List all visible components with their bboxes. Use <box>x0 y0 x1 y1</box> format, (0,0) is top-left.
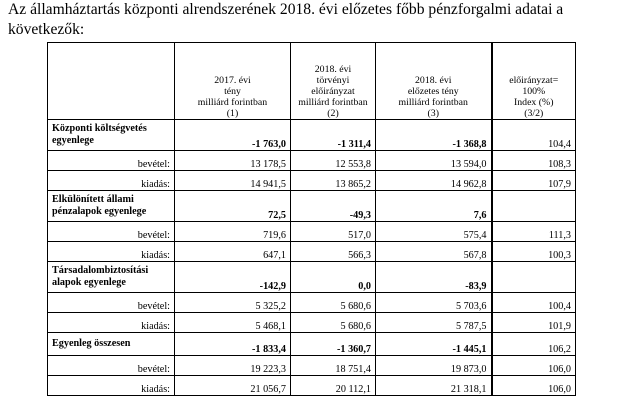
section-value-cell: -83,9 <box>376 262 492 293</box>
section-row <box>48 191 576 222</box>
section-value-cell: -1 833,4 <box>175 333 291 356</box>
row-label: kiadás: <box>48 376 175 396</box>
header-row <box>48 43 576 120</box>
section-label: Egyenleg összesen <box>48 333 175 356</box>
value-cell: 21 056,7 <box>175 376 291 396</box>
row-label: kiadás: <box>48 242 175 262</box>
section-row <box>48 262 576 293</box>
table-row <box>48 151 576 171</box>
row-label: bevétel: <box>48 293 175 313</box>
table-row <box>48 313 576 333</box>
value-cell: 100,3 <box>492 242 576 262</box>
value-cell: 106,0 <box>492 356 576 376</box>
row-label: bevétel: <box>48 222 175 242</box>
section-value-cell: -1 311,4 <box>291 120 376 151</box>
table-row <box>48 293 576 313</box>
section-value-cell <box>492 191 576 222</box>
value-cell: 566,3 <box>291 242 376 262</box>
section-value-cell: -1 763,0 <box>175 120 291 151</box>
value-cell: 13 865,2 <box>291 171 376 191</box>
section-row <box>48 120 576 151</box>
value-cell: 5 787,5 <box>376 313 492 333</box>
value-cell: 14 962,8 <box>376 171 492 191</box>
value-cell: 111,3 <box>492 222 576 242</box>
value-cell: 567,8 <box>376 242 492 262</box>
header-cell: előirányzat= 100% Index (%) (3/2) <box>492 43 576 120</box>
value-cell: 12 553,8 <box>291 151 376 171</box>
value-cell: 21 318,1 <box>376 376 492 396</box>
value-cell: 18 751,4 <box>291 356 376 376</box>
section-value-cell: 7,6 <box>376 191 492 222</box>
section-label: Elkülönített állami pénzalapok egyenlege <box>48 191 175 222</box>
value-cell: 13 178,5 <box>175 151 291 171</box>
section-value-cell: -1 360,7 <box>291 333 376 356</box>
financial-table <box>47 42 576 396</box>
value-cell: 108,3 <box>492 151 576 171</box>
value-cell: 5 325,2 <box>175 293 291 313</box>
header-cell: 2018. évi törvényi előirányzat milliárd forintban (2) <box>291 43 376 120</box>
header-cell: 2018. évi előzetes tény milliárd forintban (3) <box>376 43 492 120</box>
section-value-cell: -49,3 <box>291 191 376 222</box>
row-label: bevétel: <box>48 356 175 376</box>
value-cell: 20 112,1 <box>291 376 376 396</box>
value-cell: 647,1 <box>175 242 291 262</box>
header-cell: 2017. évi tény milliárd forintban (1) <box>175 43 291 120</box>
value-cell: 517,0 <box>291 222 376 242</box>
section-value-cell: -1 445,1 <box>376 333 492 356</box>
section-label: Társadalombiztosítási alapok egyenlege <box>48 262 175 293</box>
section-value-cell: 72,5 <box>175 191 291 222</box>
value-cell: 5 703,6 <box>376 293 492 313</box>
section-value-cell <box>492 262 576 293</box>
section-value-cell: 106,2 <box>492 333 576 356</box>
value-cell: 19 873,0 <box>376 356 492 376</box>
value-cell: 719,6 <box>175 222 291 242</box>
value-cell: 13 594,0 <box>376 151 492 171</box>
row-label: bevétel: <box>48 151 175 171</box>
section-value-cell: 0,0 <box>291 262 376 293</box>
section-value-cell: -1 368,8 <box>376 120 492 151</box>
section-label: Központi költségvetés egyenlege <box>48 120 175 151</box>
value-cell: 14 941,5 <box>175 171 291 191</box>
section-value-cell: 104,4 <box>492 120 576 151</box>
value-cell: 100,4 <box>492 293 576 313</box>
value-cell: 5 468,1 <box>175 313 291 333</box>
value-cell: 101,9 <box>492 313 576 333</box>
table-row <box>48 222 576 242</box>
section-row <box>48 333 576 356</box>
intro-paragraph: Az államháztartás központi alrendszerének 2018. évi előzetes főbb pénzforgalmi adatai a következők: <box>8 1 564 38</box>
value-cell: 106,0 <box>492 376 576 396</box>
value-cell: 5 680,6 <box>291 293 376 313</box>
value-cell: 19 223,3 <box>175 356 291 376</box>
section-value-cell: -142,9 <box>175 262 291 293</box>
table-row <box>48 376 576 396</box>
value-cell: 107,9 <box>492 171 576 191</box>
row-label: kiadás: <box>48 313 175 333</box>
value-cell: 575,4 <box>376 222 492 242</box>
header-cell <box>48 43 175 120</box>
value-cell: 5 680,6 <box>291 313 376 333</box>
table-row <box>48 356 576 376</box>
table-row <box>48 242 576 262</box>
table-row <box>48 171 576 191</box>
row-label: kiadás: <box>48 171 175 191</box>
